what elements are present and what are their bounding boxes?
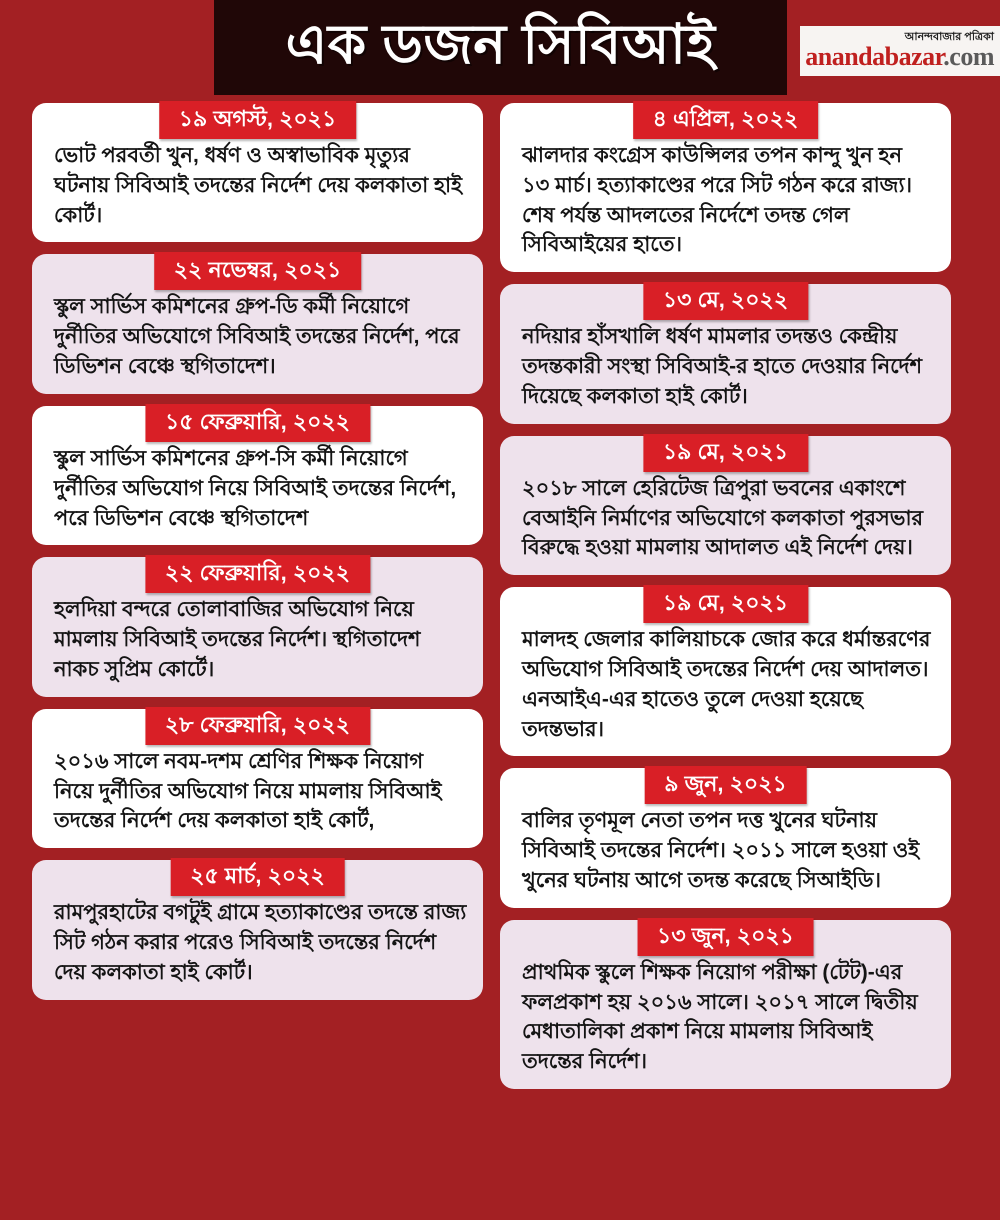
logo-brand-name: anandabazar [805,42,944,71]
date-badge: ১৩ মে, ২০২২ [643,282,808,320]
card-body-text: নদিয়ার হাঁসখালি ধর্ষণ মামলার তদন্তও কেন্দ্রীয় তদন্তকারী সংস্থা সিবিআই-র হাতে দেওয়ার নির্দেশ দিয়েছে কলকাতা হাই কোর্ট। [522,325,922,408]
timeline-card [500,768,951,907]
timeline-card [32,103,483,242]
page-title: এক ডজন সিবিআই [285,13,716,75]
logo-wordmark [805,44,994,70]
date-badge: ১৫ ফেব্রুয়ারি, ২০২২ [145,404,370,442]
timeline-card [32,406,483,545]
card-body-text: রামপুরহাটের বগটুই গ্রামে হত্যাকাণ্ডের তদন্তে রাজ্য সিট গঠন করার পরেও সিবিআই তদন্তের নির্দেশ দেয় কলকাতা হাই কোর্ট। [54,901,467,984]
timeline-card [500,103,951,272]
title-panel [214,0,787,95]
date-badge: ২৮ ফেব্রুয়ারি, ২০২২ [145,707,370,745]
timeline-card [500,920,951,1089]
card-body-text: হলদিয়া বন্দরে তোলাবাজির অভিযোগ নিয়ে মামলায় সিবিআই তদন্তের নির্দেশ। স্থগিতাদেশ নাকচ সুপ্রিম কোর্টে। [54,598,421,681]
date-badge: ১৯ অগস্ট, ২০২১ [159,101,357,139]
card-body-text: মালদহ জেলার কালিয়াচকে জোর করে ধর্মান্তরণের অভিযোগ সিবিআই তদন্তের নির্দেশ দেয় আদালত। এনআইএ-এর হাতেও তুলে দেওয়া হয়েছে তদন্তভার। [522,628,931,741]
date-badge: ১৯ মে, ২০২১ [643,585,808,623]
timeline-card [32,860,483,999]
timeline-card [32,557,483,696]
anandabazar-logo[interactable] [800,26,1000,76]
date-badge: ২৫ মার্চ, ২০২২ [170,858,345,896]
card-body-text: ২০১৬ সালে নবম-দশম শ্রেণির শিক্ষক নিয়োগ নিয়ে দুর্নীতির অভিযোগ নিয়ে মামলায় সিবিআই তদন্তের নির্দেশ দেয় কলকাতা হাই কোর্ট, [54,749,442,833]
timeline-card [500,284,951,423]
card-body-text: ভোট পরবর্তী খুন, ধর্ষণ ও অস্বাভাবিক মৃত্যুর ঘটনায় সিবিআই তদন্তের নির্দেশ দেয় কলকাতা হাই কোর্ট। [54,144,463,227]
right-column [500,103,951,1089]
timeline-card [32,709,483,848]
page-header [0,0,1000,103]
card-body-text: স্কুল সার্ভিস কমিশনের গ্রুপ-সি কর্মী নিয়োগে দুর্নীতির অভিযোগ নিয়ে সিবিআই তদন্তের নির্দেশ, পরে ডিভিশন বেঞ্চে স্থগিতাদেশ [54,446,457,530]
card-body-text: ঝালদার কংগ্রেস কাউন্সিলর তপন কান্দু খুন হন ১৩ মার্চ। হত্যাকাণ্ডের পরে সিট গঠন করে রাজ্য। শেষ পর্যন্ত আদলতের নির্দেশে তদন্ত গেল সিবিআইয়ের হাতে। [522,144,913,257]
date-badge: ৯ জুন, ২০২১ [644,766,807,804]
left-column [32,103,483,1000]
date-badge: ২২ ফেব্রুয়ারি, ২০২২ [145,555,370,593]
date-badge: ৪ এপ্রিল, ২০২২ [633,101,819,139]
card-body-text: প্রাথমিক স্কুলে শিক্ষক নিয়োগ পরীক্ষা (টেট)-এর ফলপ্রকাশ হয় ২০১৬ সালে। ২০১৭ সালে দ্বিতীয় মেধাতালিকা প্রকাশ নিয়ে মামলায় সিবিআই তদন্তের নির্দেশ। [522,960,918,1074]
timeline-board [0,103,1000,1089]
date-badge: ১৯ মে, ২০২১ [643,434,808,472]
date-badge: ১৩ জুন, ২০২১ [637,918,814,956]
card-body-text: ২০১৮ সালে হেরিটেজ ত্রিপুরা ভবনের একাংশে বেআইনি নির্মাণের অভিযোগে কলকাতা পুরসভার বিরুদ্ধে হওয়া মামলায় আদালত এই নির্দেশ দেয়। [522,476,924,560]
timeline-card [500,436,951,575]
logo-bengali-text: আনন্দবাজার পত্রিকা [904,31,994,43]
timeline-card [500,587,951,756]
date-badge: ২২ নভেম্বর, ২০২১ [154,252,362,290]
logo-tld: .com [943,42,994,71]
timeline-card [32,254,483,393]
card-body-text: স্কুল সার্ভিস কমিশনের গ্রুপ-ডি কর্মী নিয়োগে দুর্নীতির অভিযোগে সিবিআই তদন্তের নির্দেশ, পরে ডিভিশন বেঞ্চে স্থগিতাদেশ। [54,295,460,379]
card-body-text: বালির তৃণমূল নেতা তপন দত্ত খুনের ঘটনায় সিবিআই তদন্তের নির্দেশ। ২০১১ সালে হওয়া ওই খুনের ঘটনায় আগে তদন্ত করেছে সিআইডি। [522,809,920,892]
